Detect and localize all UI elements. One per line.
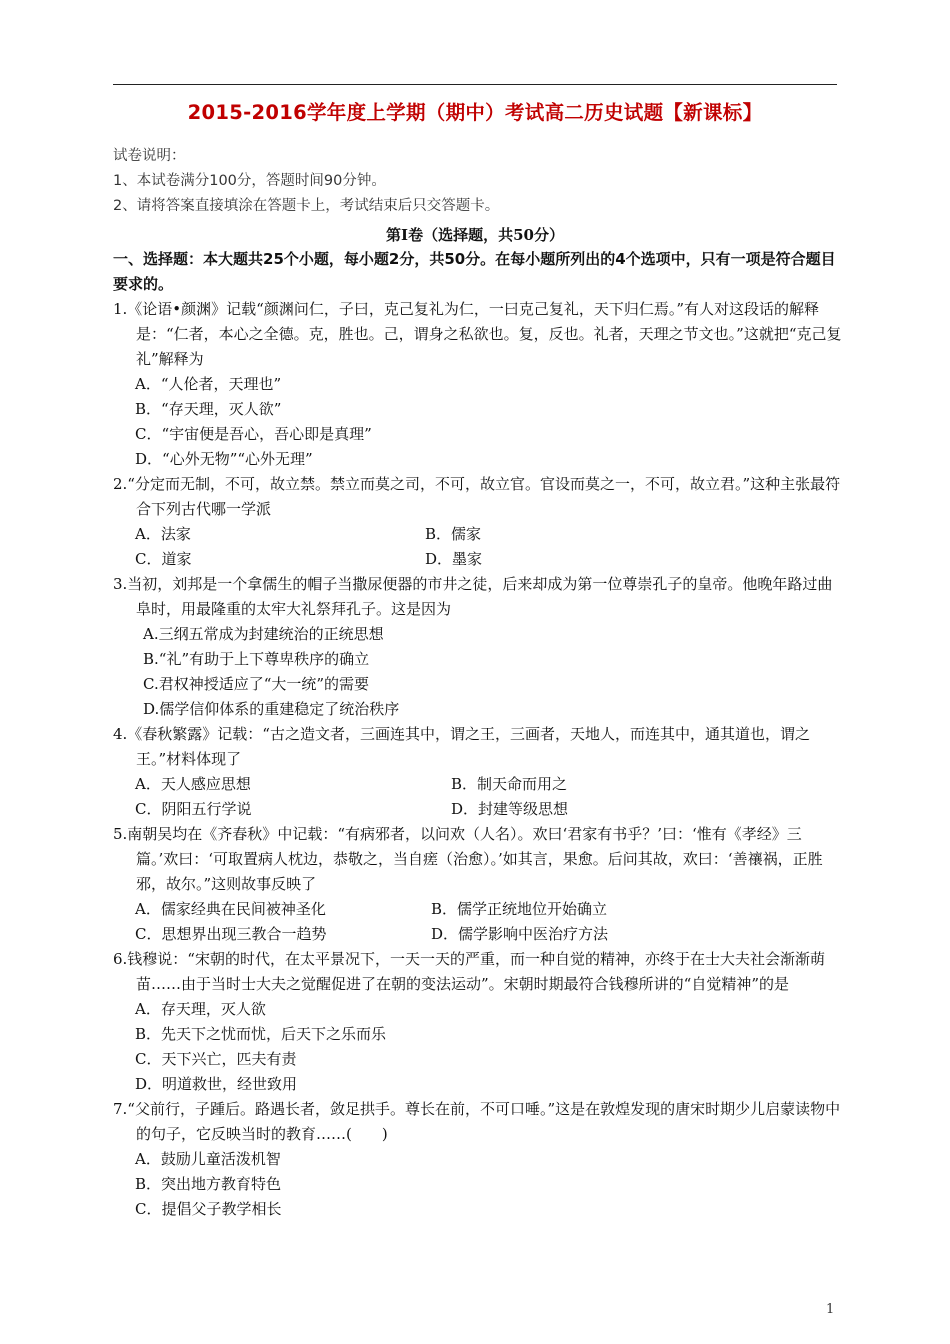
instruction-item-1: 1、本试卷满分100分，答题时间90分钟。	[113, 173, 386, 189]
question-stem: 5.南朝吴均在《齐春秋》中记载：“有病邪者，以问欢（人名）。欢曰‘君家有书乎？’曰：‘惟有《孝经》三篇。’欢曰：‘可取置病人枕边，恭敬之，当自瘥（治愈）。’如其言，果愈。后问其故，欢曰：‘善禳祸，正胜邪，故尔。”这则故事反映了	[113, 825, 823, 893]
option-a: A．儒家经典在民间被神圣化	[135, 900, 326, 918]
page-number: 1	[826, 1302, 835, 1317]
exam-instructions	[113, 144, 499, 219]
option-c: C．道家	[135, 550, 192, 568]
question-3	[113, 572, 843, 722]
option-row	[113, 897, 843, 922]
exam-title: 2015-2016学年度上学期（期中）考试高二历史试题【新课标】	[187, 101, 763, 124]
question-stem: 3.当初，刘邦是一个拿儒生的帽子当撒尿便器的市井之徒，后来却成为第一位尊崇孔子的皇帝。他晚年路过曲阜时，用最隆重的太牢大礼祭拜孔子。这是因为	[113, 575, 833, 618]
instructions-heading: 试卷说明：	[113, 148, 186, 164]
option-c: C．“宇宙便是吾心，吾心即是真理”	[135, 425, 372, 443]
question-5	[113, 822, 843, 947]
header-rule	[113, 84, 837, 85]
option-row	[113, 922, 843, 947]
question-list	[113, 247, 843, 1222]
option-c: C.君权神授适应了“大一统”的需要	[143, 675, 370, 693]
section-heading: 第Ⅰ卷（选择题，共50分）	[386, 226, 564, 244]
option-d: D．墨家	[425, 550, 483, 568]
question-1	[113, 297, 843, 472]
question-stem: 7.“父前行，子踵后。路遇长者，敛足拱手。尊长在前，不可口唾。”这是在敦煌发现的唐宋时期少儿启蒙读物中的句子，它反映当时的教育……( )	[113, 1100, 841, 1143]
question-stem: 6.钱穆说：“宋朝的时代，在太平景况下，一天一天的严重，而一种自觉的精神，亦终于在士大夫社会渐渐萌苗……由于当时士大夫之觉醒促进了在朝的变法运动”。宋朝时期最符合钱穆所讲的“自觉精神”的是	[113, 950, 825, 993]
option-a: A.三纲五常成为封建统治的正统思想	[143, 625, 384, 643]
option-d: D．“心外无物”“心外无理”	[135, 450, 313, 468]
option-row	[113, 522, 843, 547]
option-b: B．“存天理，灭人欲”	[135, 400, 282, 418]
option-b: B．制天命而用之	[451, 775, 568, 793]
section-intro: 一、选择题：本大题共25个小题，每小题2分，共50分。在每小题所列出的4个选项中，只有一项是符合题目要求的。	[113, 250, 836, 293]
option-row	[113, 547, 843, 572]
question-2	[113, 472, 843, 572]
option-d: D．明道救世，经世致用	[135, 1075, 298, 1093]
option-c: C．阴阳五行学说	[135, 800, 252, 818]
instruction-item-2: 2、请将答案直接填涂在答题卡上，考试结束后只交答题卡。	[113, 198, 500, 214]
option-row	[113, 797, 843, 822]
option-a: A．鼓励儿童活泼机智	[135, 1150, 281, 1168]
option-b: B.“礼”有助于上下尊卑秩序的确立	[143, 650, 370, 668]
option-b: B．儒学正统地位开始确立	[431, 900, 608, 918]
question-stem: 4.《春秋繁露》记载：“古之造文者，三画连其中，谓之王，三画者，天地人，而连其中，通其道也，谓之王。”材料体现了	[113, 725, 810, 768]
option-c: C．思想界出现三教合一趋势	[135, 925, 327, 943]
option-row	[113, 772, 843, 797]
question-6	[113, 947, 843, 1097]
question-stem: 1.《论语•颜渊》记载“颜渊问仁，子曰，克己复礼为仁，一曰克己复礼，天下归仁焉。”有人对这段话的解释是：“仁者，本心之全德。克，胜也。己，谓身之私欲也。复，反也。礼者，天理之节文也。”这就把“克己复礼”解释为	[113, 300, 842, 368]
option-c: C．天下兴亡，匹夫有责	[135, 1050, 297, 1068]
question-4	[113, 722, 843, 822]
question-stem: 2.“分定而无制，不可，故立禁。禁立而莫之司，不可，故立官。官设而莫之一，不可，故立君。”这种主张最符合下列古代哪一学派	[113, 475, 841, 518]
option-d: D.儒学信仰体系的重建稳定了统治秩序	[143, 700, 400, 718]
option-a: A．存天理，灭人欲	[135, 1000, 266, 1018]
option-d: D．儒学影响中医治疗方法	[431, 925, 609, 943]
option-b: B．突出地方教育特色	[135, 1175, 282, 1193]
option-a: A．“人伦者，天理也”	[135, 375, 282, 393]
option-a: A．法家	[135, 525, 191, 543]
option-a: A．天人感应思想	[135, 775, 251, 793]
option-b: B．儒家	[425, 525, 482, 543]
option-c: C．提倡父子教学相长	[135, 1200, 282, 1218]
option-b: B．先天下之忧而忧，后天下之乐而乐	[135, 1025, 387, 1043]
question-7	[113, 1097, 843, 1222]
option-d: D．封建等级思想	[451, 800, 569, 818]
